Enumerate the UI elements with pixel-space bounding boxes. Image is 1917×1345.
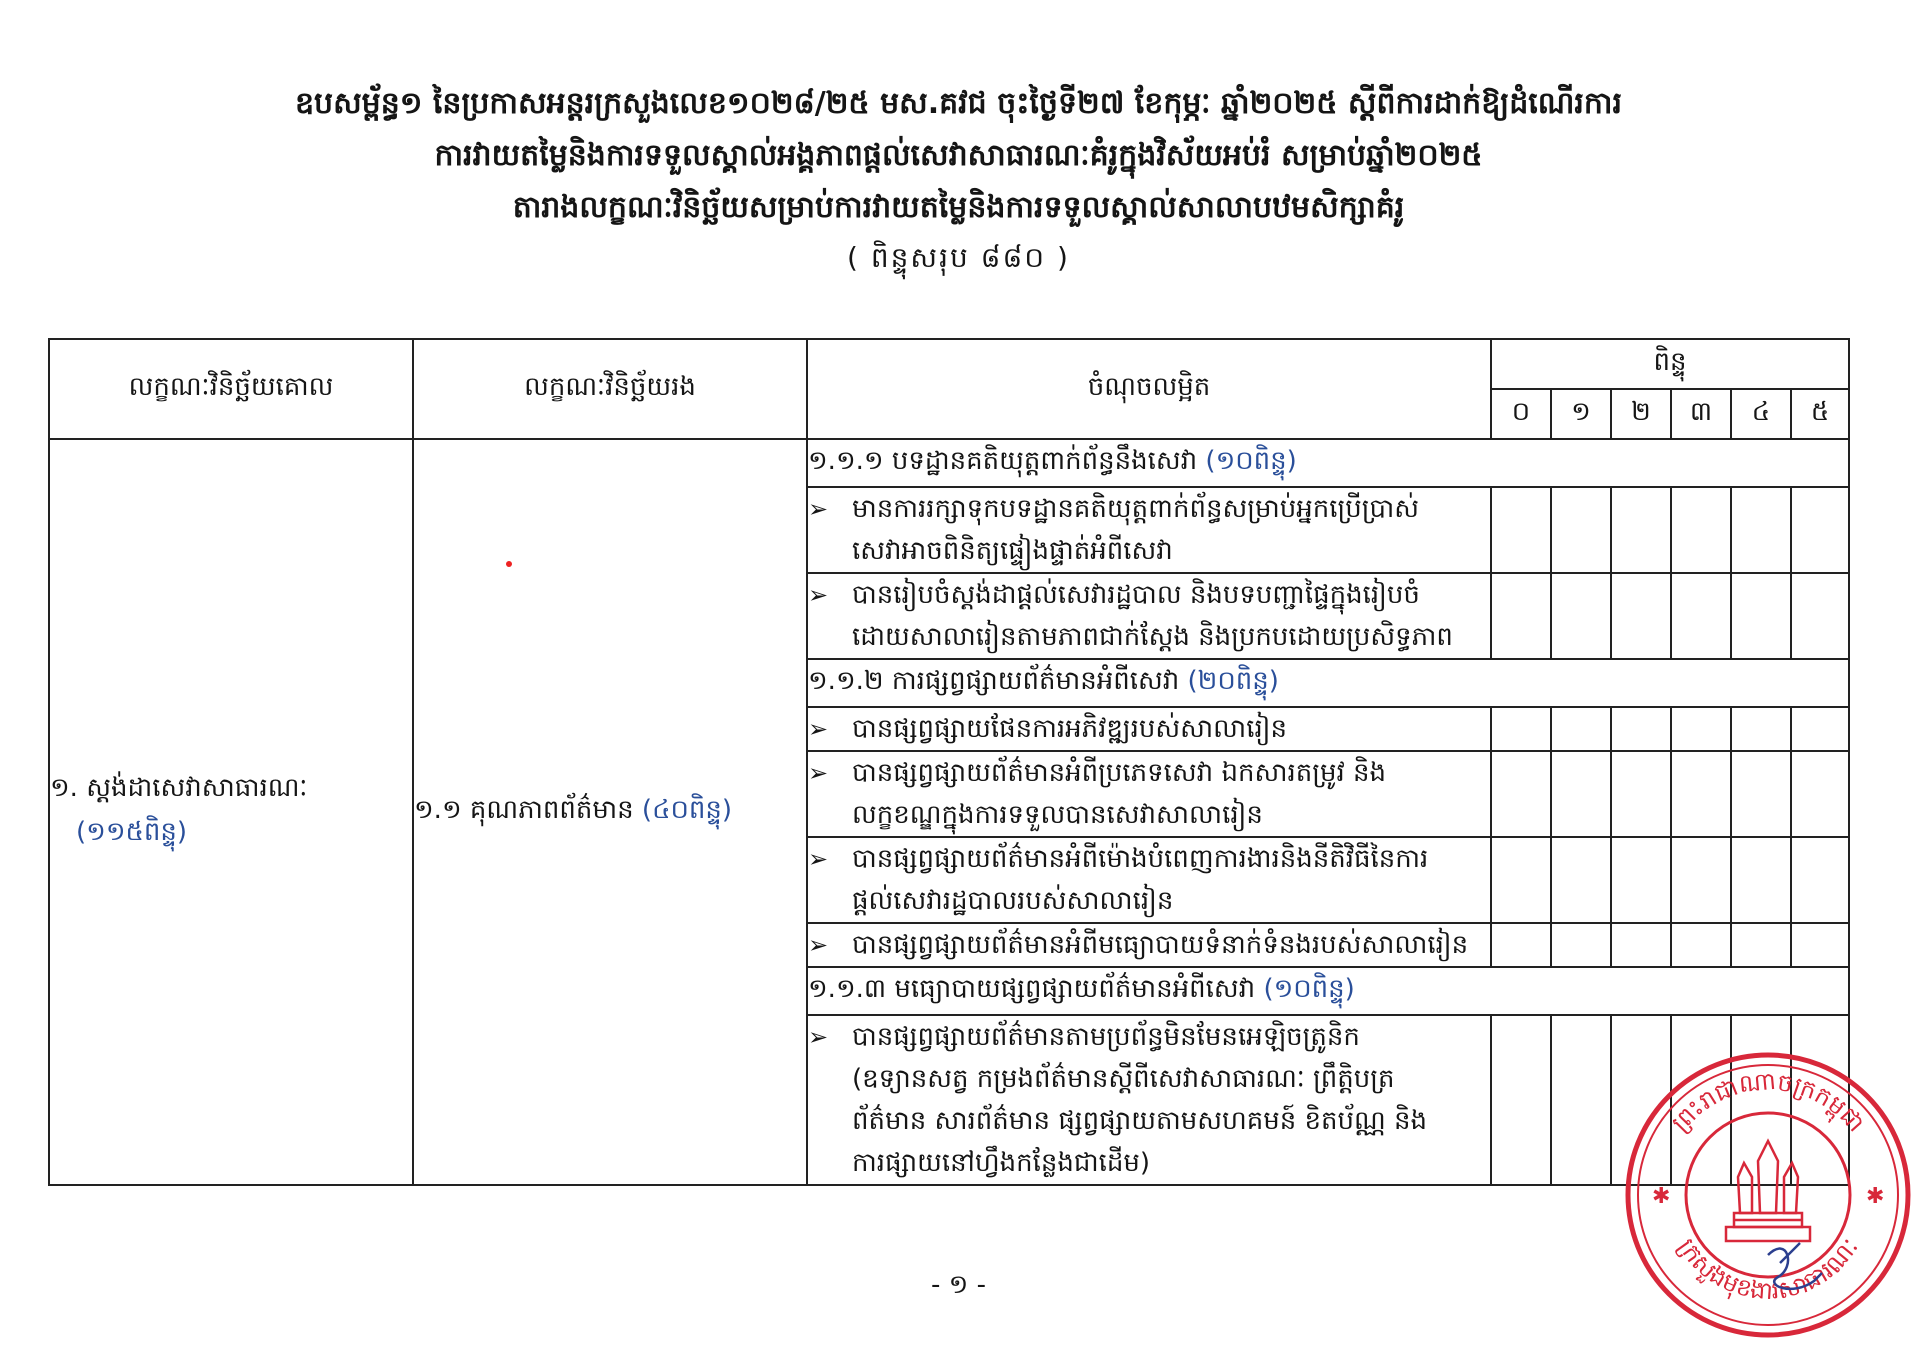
item-text-line: ការផ្សាយនៅហ្វឹងកន្លែងជាដើម)	[852, 1148, 1151, 1178]
arrow-bullet-icon: ➢	[808, 845, 829, 873]
item-text-line: មានការរក្សាទុកបទដ្ឋានគតិយុត្តពាក់ព័ន្ធសម្រាប់អ្នកប្រើប្រាស់	[852, 494, 1419, 524]
arrow-bullet-icon: ➢	[808, 931, 829, 959]
score-checkbox-4[interactable]	[1731, 707, 1791, 751]
score-level-5: ៥	[1791, 389, 1849, 439]
list-item	[807, 487, 1491, 573]
arrow-bullet-icon: ➢	[808, 581, 829, 609]
item-text-line: បានផ្សព្វផ្សាយព័ត៌មានអំពីប្រភេទសេវា ឯកសារតម្រូវ និង	[852, 758, 1386, 788]
col-header-indicator: ចំណុចលម្អិត	[807, 339, 1491, 439]
indicator-label: ១.១.១ បទដ្ឋានគតិយុត្តពាក់ព័ន្ធនឹងសេវា	[808, 446, 1198, 476]
score-checkbox-2[interactable]	[1611, 707, 1671, 751]
item-text-line: ផ្តល់សេវារដ្ឋបាលរបស់សាលារៀន	[852, 886, 1174, 916]
indicator-heading	[807, 439, 1849, 487]
criteria-table	[48, 338, 1850, 1186]
seal-top-text: ព្រះរាជាណាចក្រកម្ពុជា	[1666, 1066, 1871, 1138]
score-level-1: ១	[1551, 389, 1611, 439]
score-checkbox-4[interactable]	[1731, 751, 1791, 837]
indicator-heading	[807, 967, 1849, 1015]
score-checkbox-2[interactable]	[1611, 923, 1671, 967]
item-text-line: ព័ត៌មាន សារព័ត៌មាន ផ្សព្វផ្សាយតាមសហគមន៍ ខិតប័ណ្ណ និង	[852, 1106, 1428, 1136]
score-checkbox-4[interactable]	[1731, 837, 1791, 923]
score-checkbox-5[interactable]	[1791, 707, 1849, 751]
score-level-2: ២	[1611, 389, 1671, 439]
list-item	[807, 573, 1491, 659]
list-item	[807, 751, 1491, 837]
score-checkbox-1[interactable]	[1551, 707, 1611, 751]
main-criterion-label: ១. ស្តង់ដាសេវាសាធារណៈ	[50, 773, 308, 803]
score-checkbox-2[interactable]	[1611, 751, 1671, 837]
score-checkbox-1[interactable]	[1551, 487, 1611, 573]
score-checkbox-0[interactable]	[1491, 573, 1551, 659]
list-item	[807, 707, 1491, 751]
col-header-main-criterion: លក្ខណៈវិនិច្ឆ័យគោល	[49, 339, 413, 439]
score-checkbox-2[interactable]	[1611, 487, 1671, 573]
list-item	[807, 923, 1491, 967]
sub-criterion-points: (៤០ពិន្ទុ)	[641, 795, 733, 825]
list-item	[807, 1015, 1491, 1185]
item-text-line: បានផ្សព្វផ្សាយព័ត៌មានអំពីមធ្យោបាយទំនាក់ទំនងរបស់សាលារៀន	[852, 930, 1469, 960]
col-header-sub-criterion: លក្ខណៈវិនិច្ឆ័យរង	[413, 339, 807, 439]
score-checkbox-4[interactable]	[1731, 923, 1791, 967]
sub-criterion-label: ១.១ គុណភាពព័ត៌មាន	[414, 795, 634, 825]
score-checkbox-2[interactable]	[1611, 837, 1671, 923]
item-text-line: បានផ្សព្វផ្សាយព័ត៌មានតាមប្រព័ន្ធមិនមែនអេឡិចត្រូនិក	[852, 1022, 1360, 1052]
score-checkbox-4[interactable]	[1731, 487, 1791, 573]
item-text-line: សេវាអាចពិនិត្យផ្ទៀងផ្ទាត់អំពីសេវា	[852, 536, 1173, 566]
arrow-bullet-icon: ➢	[808, 759, 829, 787]
list-item	[807, 837, 1491, 923]
header-title-line-3: តារាងលក្ខណៈវិនិច្ឆ័យសម្រាប់ការវាយតម្លៃនិងការទទួលស្គាល់សាលាបឋមសិក្សាគំរូ	[512, 190, 1405, 225]
score-checkbox-0[interactable]	[1491, 707, 1551, 751]
seal-center-ring	[1686, 1113, 1850, 1277]
score-checkbox-3[interactable]	[1671, 923, 1731, 967]
score-checkbox-1[interactable]	[1551, 923, 1611, 967]
item-text-line: បានរៀបចំស្តង់ដាផ្តល់សេវារដ្ឋបាល និងបទបញ្ជាផ្ទៃក្នុងរៀបចំ	[852, 580, 1420, 610]
arrow-bullet-icon: ➢	[808, 1023, 829, 1051]
page-number: - ១ -	[931, 1270, 986, 1300]
item-text-line: (ឧទ្យានសត្វ កម្រងព័ត៌មានស្តីពីសេវាសាធារណៈ ព្រឹត្តិបត្រ	[852, 1064, 1395, 1094]
red-dot-mark	[506, 561, 512, 567]
indicator-points: (២០ពិន្ទុ)	[1187, 666, 1279, 696]
score-checkbox-2[interactable]	[1611, 573, 1671, 659]
indicator-points: (១០ពិន្ទុ)	[1263, 974, 1355, 1004]
indicator-heading	[807, 659, 1849, 707]
sub-criterion-cell	[413, 439, 807, 1185]
score-checkbox-3[interactable]	[1671, 573, 1731, 659]
score-checkbox-5[interactable]	[1791, 923, 1849, 967]
score-level-4: ៤	[1731, 389, 1791, 439]
seal-star-left-icon: ✱	[1652, 1184, 1671, 1209]
item-text-line: បានផ្សព្វផ្សាយព័ត៌មានអំពីម៉ោងបំពេញការងារនិងនីតិវិធីនៃការ	[852, 844, 1429, 874]
score-checkbox-1[interactable]	[1551, 837, 1611, 923]
item-text-line: ដោយសាលារៀនតាមភាពជាក់ស្តែង និងប្រកបដោយប្រសិទ្ធភាព	[852, 622, 1453, 652]
score-checkbox-5[interactable]	[1791, 751, 1849, 837]
angkor-temple-icon	[1726, 1141, 1810, 1241]
score-checkbox-0[interactable]	[1491, 487, 1551, 573]
score-checkbox-0[interactable]	[1491, 837, 1551, 923]
score-level-0: ០	[1491, 389, 1551, 439]
score-checkbox-3[interactable]	[1671, 837, 1731, 923]
seal-bottom-text: ក្រសួងមុខងារសាធារណៈ	[1672, 1232, 1865, 1306]
header-total-points: ( ពិន្ទុសរុប ៨៨០ )	[847, 241, 1070, 274]
seal-star-right-icon: ✱	[1866, 1184, 1885, 1209]
score-checkbox-0[interactable]	[1491, 923, 1551, 967]
main-criterion-cell	[49, 439, 413, 1185]
header-title-line-2: ការវាយតម្លៃនិងការទទួលស្គាល់អង្គភាពផ្តល់សេវាសាធារណៈគំរូក្នុងវិស័យអប់រំ សម្រាប់ឆ្នាំ២០២៥	[434, 138, 1483, 173]
arrow-bullet-icon: ➢	[808, 495, 829, 523]
arrow-bullet-icon: ➢	[808, 715, 829, 743]
indicator-points: (១០ពិន្ទុ)	[1205, 446, 1297, 476]
item-text-line: លក្ខខណ្ឌក្នុងការទទួលបានសេវាសាលារៀន	[852, 800, 1263, 830]
score-checkbox-1[interactable]	[1551, 1015, 1611, 1185]
score-checkbox-0[interactable]	[1491, 1015, 1551, 1185]
score-checkbox-5[interactable]	[1791, 487, 1849, 573]
score-checkbox-3[interactable]	[1671, 707, 1731, 751]
main-criterion-points: (១១៥ពិន្ទុ)	[76, 817, 188, 847]
score-checkbox-0[interactable]	[1491, 751, 1551, 837]
score-checkbox-5[interactable]	[1791, 837, 1849, 923]
item-text-line: បានផ្សព្វផ្សាយផែនការអភិវឌ្ឍរបស់សាលារៀន	[852, 714, 1287, 744]
score-level-3: ៣	[1671, 389, 1731, 439]
score-checkbox-1[interactable]	[1551, 751, 1611, 837]
header-title-line-1: ឧបសម្ព័ន្ធ១ នៃប្រកាសអន្តរក្រសួងលេខ១០២៨/២៥ មស.គវជ ចុះថ្ងៃទី២៧ ខែកុម្ភៈ ឆ្នាំ២០២៥ ស្តីពីការដាក់ឱ្យដំណើរការ	[295, 86, 1622, 121]
score-checkbox-5[interactable]	[1791, 573, 1849, 659]
score-checkbox-4[interactable]	[1731, 573, 1791, 659]
col-header-score: ពិន្ទុ	[1491, 339, 1849, 389]
score-checkbox-3[interactable]	[1671, 751, 1731, 837]
indicator-label: ១.១.៣ មធ្យោបាយផ្សព្វផ្សាយព័ត៌មានអំពីសេវា	[808, 974, 1256, 1004]
document-header	[0, 78, 1917, 282]
score-checkbox-1[interactable]	[1551, 573, 1611, 659]
score-checkbox-3[interactable]	[1671, 487, 1731, 573]
indicator-label: ១.១.២ ការផ្សព្វផ្សាយព័ត៌មានអំពីសេវា	[808, 666, 1180, 696]
